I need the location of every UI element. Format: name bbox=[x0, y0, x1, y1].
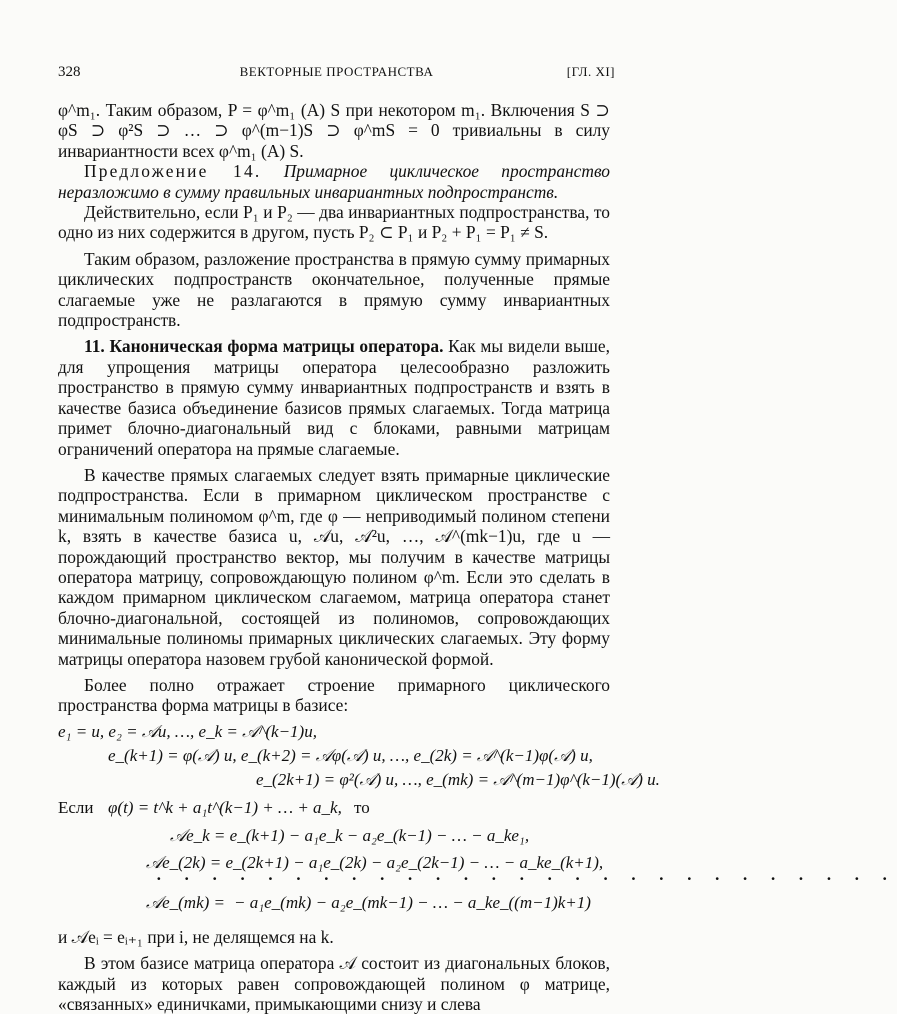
equation-phi-definition bbox=[58, 798, 610, 826]
running-title: ВЕКТОРНЫЕ ПРОСТРАНСТВА bbox=[239, 64, 434, 79]
equation-basis-line-2 bbox=[58, 746, 610, 770]
chapter-label: [ГЛ. XI] bbox=[566, 64, 615, 79]
paragraph-conclusion: Таким образом, разложение пространства в прямую сумму примарных циклических подпространств окончательное, полученные прямые слагаемые уже не разлагаются в прямую сумму инвариантных подпространств. bbox=[58, 248, 610, 331]
equation-text: e₁ = u, e₂ = 𝒜u, …, e_k = 𝒜^(k−1)u, bbox=[58, 721, 317, 741]
equation-suffix: то bbox=[354, 797, 370, 817]
paragraph-basis-intro: Более полно отражает строение примарного циклического пространства форма матрицы в базисе: bbox=[58, 674, 610, 716]
equation-text: 𝒜e_(2k) = e_(2k+1) − a₁e_(2k) − a₂e_(2k−1) − … − a_ke_(k+1), bbox=[146, 852, 604, 872]
equation-basis-line-1 bbox=[58, 722, 610, 746]
equation-dots-row bbox=[58, 868, 897, 893]
equation-text: e_(2k+1) = φ²(𝒜) u, …, e_(mk) = 𝒜^(m−1)φ^(k−1)(𝒜) u. bbox=[256, 769, 660, 789]
equation-action-1 bbox=[58, 826, 610, 853]
paragraph-shift-rule: и 𝒜eᵢ = eᵢ₊₁ при i, не делящемся на k. bbox=[58, 926, 334, 947]
equation-basis-line-3 bbox=[58, 769, 660, 794]
page-body bbox=[58, 100, 897, 1014]
equation-action-3 bbox=[58, 893, 610, 927]
equation-prefix: Если bbox=[58, 797, 94, 817]
paragraph-primary-summands: В качестве прямых слагаемых следует взять примарные циклические подпространства. Если в примарном циклическом пространстве с минимальным полиномом φ^m, где φ — неприводимый полином степени k, взять в качестве базиса u, 𝒜u, 𝒜²u, …, 𝒜^(mk−1)u, где u — порождающий пространство вектор, мы получим в качестве матрицы оператора матрицу, сопровождающую полином φ^m. Если это сделать в каждом примарном циклическом слагаемом, матрица оператора станет блочно-диагональной, состоящей из полиномов, сопровождающих минимальные полиномы примарных циклических слагаемых. Эту форму матрицы оператора назовем грубой канонической формой. bbox=[58, 464, 610, 669]
equation-lhs: 𝒜e_(mk) = bbox=[146, 892, 225, 912]
equation-dots: · · · · · · · · · · · · · · · · · · · · · · · · · · · bbox=[156, 868, 897, 888]
section-11 bbox=[58, 336, 610, 458]
equation-text: 𝒜e_k = e_(k+1) − a₁e_k − a₂e_(k−1) − … − a_ke₁, bbox=[170, 825, 530, 845]
paragraph-continuation: φ^m₁. Таким образом, P = φ^m₁ (A) S при некотором m₁. Включения S ⊃ φS ⊃ φ²S ⊃ … ⊃ φ^(m−1)S ⊃ φ^mS = 0 тривиальны в силу инвариантности всех φ^m₁ (A) S. bbox=[58, 100, 610, 161]
proposition-14 bbox=[58, 161, 610, 202]
page-number: 328 bbox=[58, 64, 81, 80]
paragraph-matrix-blocks: В этом базисе матрица оператора 𝒜 состоит из диагональных блоков, каждый из которых равен сопровождающей полином φ матрице, «связанных» единичками, примыкающими снизу и слева bbox=[58, 953, 610, 1014]
proposition-statement: Примарное циклическое пространство неразложимо в сумму правильных инвариантных подпространств. bbox=[58, 161, 610, 202]
paragraph-proof: Действительно, если P₁ и P₂ — два инвариантных подпространства, то одно из них содержится в другом, пусть P₂ ⊂ P₁ и P₂ + P₁ = P₁ ≠ S. bbox=[58, 202, 610, 243]
proposition-label: Предложение 14. bbox=[84, 161, 262, 182]
equation-text: e_(k+1) = φ(𝒜) u, e_(k+2) = 𝒜φ(𝒜) u, …, e_(2k) = 𝒜^(k−1)φ(𝒜) u, bbox=[108, 745, 593, 765]
equation-rhs: − a₁e_(mk) − a₂e_(mk−1) − … − a_ke_((m−1)k+1) bbox=[234, 892, 591, 912]
section-text: Как мы видели выше, для упрощения матрицы оператора целесообразно разложить пространство в прямую сумму инвариантных подпространств и взять в качестве базиса объединение базисов прямых слагаемых. Тогда матрица примет блочно-диагональный вид с блоками, равными матрицам ограничений оператора на прямые слагаемые. bbox=[58, 336, 610, 459]
equation-text: φ(t) = t^k + a₁t^(k−1) + … + a_k, bbox=[108, 797, 342, 817]
section-heading: 11. Каноническая форма матрицы оператора. bbox=[84, 336, 444, 357]
page-header bbox=[58, 64, 615, 86]
